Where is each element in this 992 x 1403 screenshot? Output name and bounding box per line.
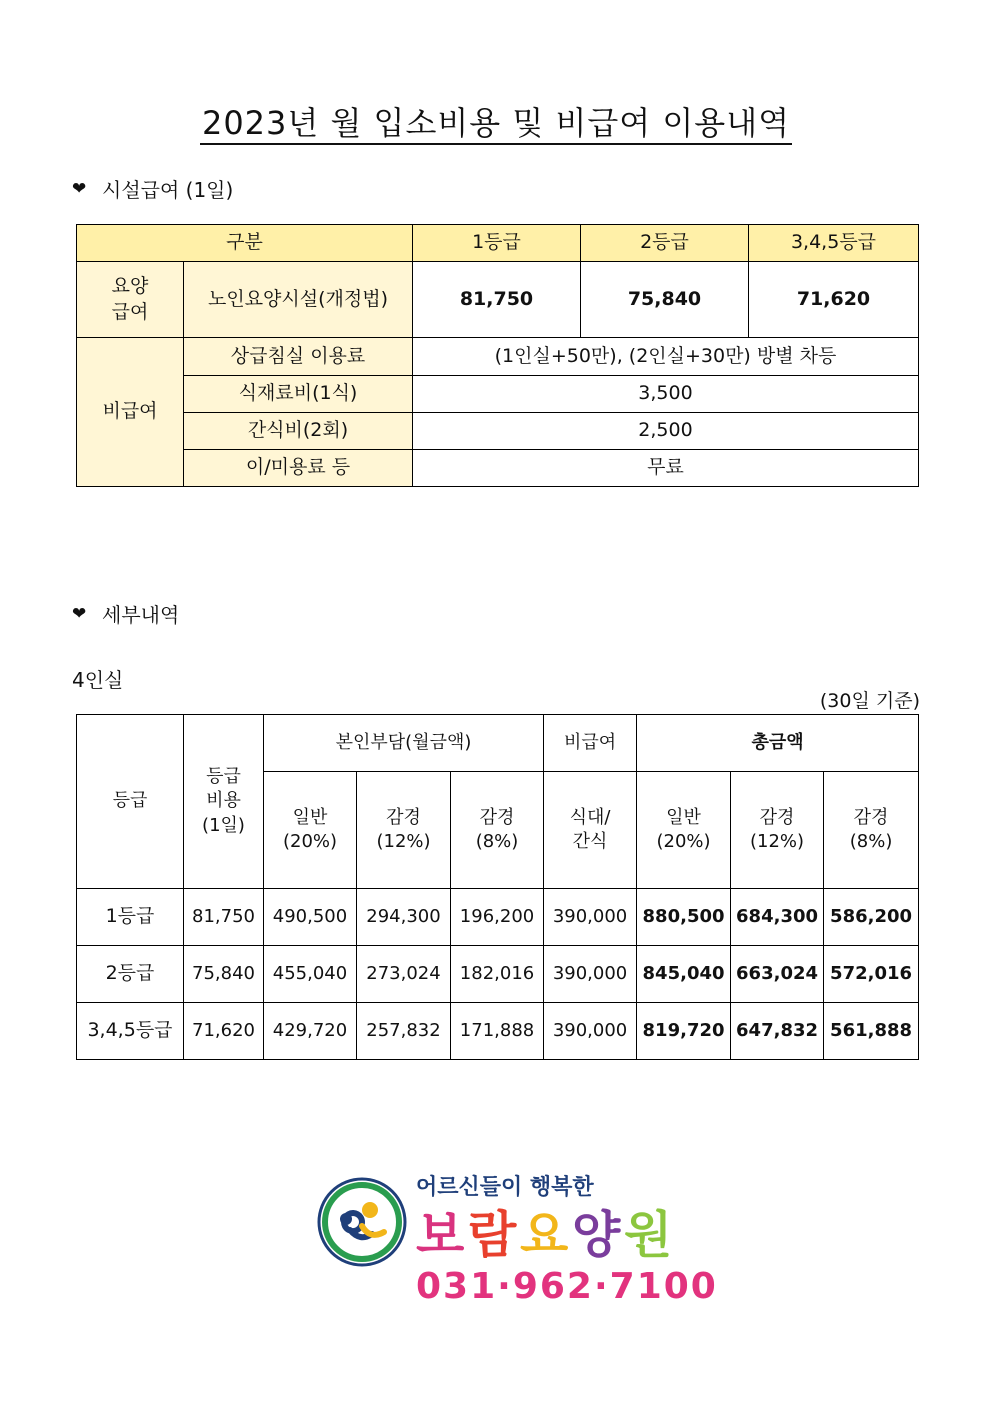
header-grade2: 2등급	[581, 225, 749, 262]
meal-cell: 390,000	[544, 889, 637, 946]
section-heading-facility-benefit	[72, 174, 233, 203]
table-row	[77, 1003, 919, 1060]
header-total-reduced12: 감경 (12%)	[731, 772, 824, 889]
noncovered-value: 무료	[413, 450, 919, 487]
logo-phone: 031·962·7100	[416, 1266, 718, 1307]
general-cell: 455,040	[264, 946, 357, 1003]
noncovered-item: 이/미용료 등	[184, 450, 413, 487]
header-grade: 등급	[77, 715, 184, 889]
total-reduced8-cell: 561,888	[824, 1003, 919, 1060]
header-reduced8: 감경 (8%)	[451, 772, 544, 889]
logo-name-char: 요	[520, 1206, 569, 1264]
basis-note: (30일 기준)	[819, 690, 920, 712]
noncovered-item: 상급침실 이용료	[184, 338, 413, 376]
total-reduced12-cell: 684,300	[731, 889, 824, 946]
total-reduced12-cell: 663,024	[731, 946, 824, 1003]
header-total-reduced8: 감경 (8%)	[824, 772, 919, 889]
reduced12-cell: 273,024	[357, 946, 451, 1003]
header-grade345: 3,4,5등급	[749, 225, 919, 262]
emblem-icon	[319, 1179, 405, 1265]
care-benefit-grade2: 75,840	[581, 262, 749, 338]
heart-icon: ❤	[72, 178, 87, 199]
total-reduced12-cell: 647,832	[731, 1003, 824, 1060]
section-heading-text: 세부내역	[102, 603, 180, 627]
care-benefit-group-label: 요양 급여	[77, 262, 184, 338]
total-general-cell: 819,720	[637, 1003, 731, 1060]
reduced8-cell: 196,200	[451, 889, 544, 946]
general-cell: 490,500	[264, 889, 357, 946]
meal-cell: 390,000	[544, 1003, 637, 1060]
meal-cell: 390,000	[544, 946, 637, 1003]
care-benefit-grade1: 81,750	[413, 262, 581, 338]
header-grade-cost: 등급 비용 (1일)	[184, 715, 264, 889]
reduced12-cell: 257,832	[357, 1003, 451, 1060]
table-row	[77, 946, 919, 1003]
header-meal: 식대/ 간식	[544, 772, 637, 889]
header-grade1: 1등급	[413, 225, 581, 262]
care-benefit-item: 노인요양시설(개정법)	[184, 262, 413, 338]
facility-benefit-table	[76, 224, 919, 487]
header-general: 일반 (20%)	[264, 772, 357, 889]
total-reduced8-cell: 572,016	[824, 946, 919, 1003]
logo-name-char: 람	[468, 1206, 517, 1264]
reduced12-cell: 294,300	[357, 889, 451, 946]
total-reduced8-cell: 586,200	[824, 889, 919, 946]
logo-graphic	[316, 1170, 718, 1310]
total-general-cell: 880,500	[637, 889, 731, 946]
cost-cell: 75,840	[184, 946, 264, 1003]
logo-name-char: 원	[624, 1206, 673, 1264]
noncovered-value: 3,500	[413, 376, 919, 413]
cost-cell: 71,620	[184, 1003, 264, 1060]
general-cell: 429,720	[264, 1003, 357, 1060]
section-heading-details	[72, 599, 179, 628]
heart-icon: ❤	[72, 603, 87, 624]
monthly-detail-table	[76, 714, 919, 1060]
logo-name-char: 보	[416, 1206, 465, 1264]
reduced8-cell: 182,016	[451, 946, 544, 1003]
header-total-general: 일반 (20%)	[637, 772, 731, 889]
noncovered-item: 식재료비(1식)	[184, 376, 413, 413]
total-general-cell: 845,040	[637, 946, 731, 1003]
grade-cell: 3,4,5등급	[77, 1003, 184, 1060]
header-self-pay: 본인부담(월금액)	[264, 715, 544, 772]
reduced8-cell: 171,888	[451, 1003, 544, 1060]
header-reduced12: 감경 (12%)	[357, 772, 451, 889]
logo-slogan: 어르신들이 행복한	[416, 1175, 594, 1200]
noncovered-value: (1인실+50만), (2인실+30만) 방별 차등	[413, 338, 919, 376]
header-noncovered: 비급여	[544, 715, 637, 772]
grade-cell: 2등급	[77, 946, 184, 1003]
logo-name	[416, 1206, 672, 1264]
logo-name-char: 양	[572, 1206, 621, 1264]
header-total: 총금액	[637, 715, 919, 772]
noncovered-group-label: 비급여	[77, 338, 184, 487]
room-type-label: 4인실	[72, 668, 124, 692]
cost-cell: 81,750	[184, 889, 264, 946]
nursing-home-logo	[316, 1170, 718, 1310]
care-benefit-grade345: 71,620	[749, 262, 919, 338]
table-row	[77, 889, 919, 946]
header-category: 구분	[77, 225, 413, 262]
noncovered-item: 간식비(2회)	[184, 413, 413, 450]
grade-cell: 1등급	[77, 889, 184, 946]
page-title: 2023년 월 입소비용 및 비급여 이용내역	[0, 98, 992, 144]
section-heading-text: 시설급여 (1일)	[102, 178, 234, 202]
noncovered-value: 2,500	[413, 413, 919, 450]
